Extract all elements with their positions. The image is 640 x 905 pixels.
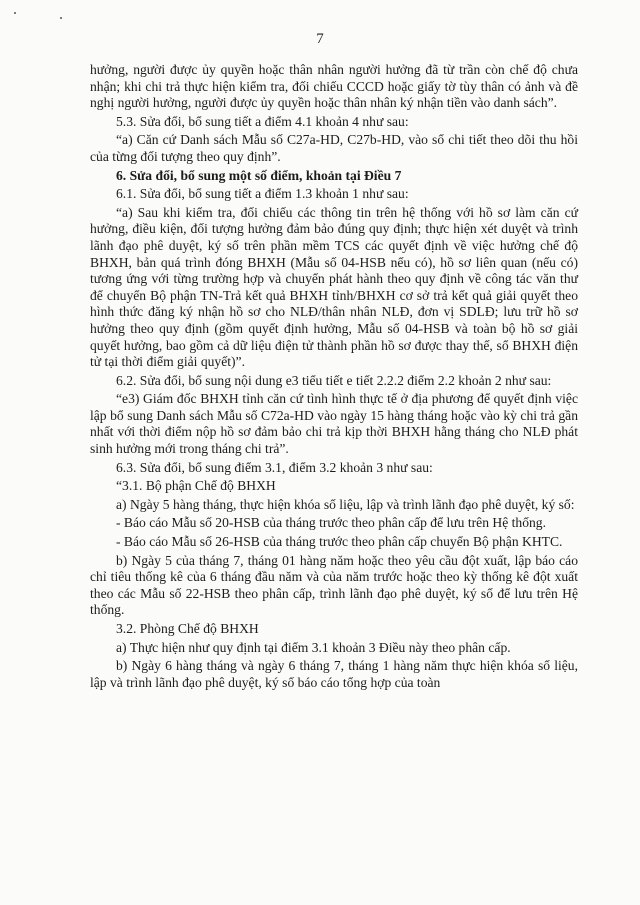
paragraph-6-2: 6.2. Sửa đổi, bổ sung nội dung e3 tiểu tiết e tiết 2.2.2 điểm 2.2 khoản 2 như sau: (116, 372, 552, 388)
paragraph-3-1-a-item-2: - Báo cáo Mẫu số 26-HSB của tháng trước theo phân cấp chuyển Bộ phận KHTC. (116, 534, 563, 550)
section-heading-6: 6. Sửa đổi, bổ sung một số điểm, khoản tại Điều 7 (116, 167, 402, 183)
paragraph-3-2-a: a) Thực hiện như quy định tại điểm 3.1 khoản 3 Điều này theo phân cấp. (116, 639, 511, 655)
paragraph-5-3: 5.3. Sửa đổi, bổ sung tiết a điểm 4.1 khoản 4 như sau: (116, 113, 409, 129)
page-number: 7 (316, 31, 324, 47)
paragraph-3-1-a: a) Ngày 5 hàng tháng, thực hiện khóa số liệu, lập và trình lãnh đạo phê duyệt, ký số: (116, 496, 575, 512)
scan-speck (14, 12, 16, 14)
paragraph-continuation: hưởng, người được ủy quyền hoặc thân nhân người hưởng đã từ trần còn chế độ chưa nhận; khi chi trả thực hiện kiểm tra, đối chiếu CCCD hoặc giấy tờ tùy thân có ảnh và đề nghị người hưởng, người được ủy quyền hoặc thân nhân ký nhận tiền vào danh sách”. (90, 62, 578, 111)
scan-speck (60, 17, 62, 19)
paragraph-3-2-b: b) Ngày 6 hàng tháng và ngày 6 tháng 7, tháng 1 hàng năm thực hiện khóa số liệu, lập và trình lãnh đạo phê duyệt, ký số báo cáo tổng hợp của toàn (90, 658, 578, 690)
paragraph-3-1-title: “3.1. Bộ phận Chế độ BHXH (116, 478, 276, 494)
paragraph-6-1: 6.1. Sửa đổi, bổ sung tiết a điểm 1.3 khoản 1 như sau: (116, 186, 409, 202)
document-body (90, 62, 578, 693)
paragraph-3-1-a-item-1: - Báo cáo Mẫu số 20-HSB của tháng trước theo phân cấp để lưu trên Hệ thống. (116, 515, 547, 531)
paragraph-5-3-a: “a) Căn cứ Danh sách Mẫu số C27a-HD, C27b-HD, vào sổ chi tiết theo dõi thu hồi của từng đối tượng theo quy định”. (90, 132, 578, 164)
paragraph-6-1-a: “a) Sau khi kiểm tra, đối chiếu các thông tin trên hệ thống với hồ sơ làm căn cứ hưởng, điều kiện, đối tượng hưởng đảm bảo đúng quy định; thực hiện xét duyệt và trình lãnh đạo phê duyệt, ký số trên phần mềm TCS các quyết định về việc hưởng chế độ BHXH, bản quá trình đóng BHXH (Mẫu số 04-HSB nếu có), hồ sơ liên quan (nếu có) tương ứng với từng trường hợp và chuyển phát hành theo quy định về công tác văn thư để chuyển Bộ phận TN-Trả kết quả BHXH tỉnh/BHXH cơ sở trả kết quả giải quyết theo hình thức đăng ký nhận hồ sơ cho NLĐ/thân nhân NLĐ, đơn vị SDLĐ; lưu trữ hồ sơ hưởng theo quy định (gồm quyết định hưởng, Mẫu số 04-HSB và toàn bộ hồ sơ giải quyết hưởng, bao gồm cả dữ liệu điện tử thành phần hồ sơ được thay thế, sổ BHXH điện tử tại thời điểm giải quyết)”. (90, 204, 578, 370)
paragraph-6-3: 6.3. Sửa đổi, bổ sung điểm 3.1, điểm 3.2 khoản 3 như sau: (116, 459, 433, 475)
paragraph-6-2-e3: “e3) Giám đốc BHXH tỉnh căn cứ tình hình thực tế ở địa phương để quyết định việc lập bổ sung Danh sách Mẫu số C72a-HD vào ngày 15 hàng tháng hoặc vào kỳ chi trả gần nhất với thời điểm nộp hồ sơ đảm bảo chi trả kịp thời BHXH hằng tháng cho NLĐ phát sinh hưởng mới trong tháng chi trả”. (90, 391, 578, 457)
paragraph-3-2-title: 3.2. Phòng Chế độ BHXH (116, 621, 259, 636)
paragraph-3-1-b: b) Ngày 5 của tháng 7, tháng 01 hàng năm hoặc theo yêu cầu đột xuất, lập báo cáo chỉ tiêu thống kê của 6 tháng đầu năm và của năm trước hoặc theo kỳ thống kê đột xuất theo các Mẫu số 22-HSB theo phân cấp, trình lãnh đạo phê duyệt, ký số để lưu trên Hệ thống. (90, 552, 578, 618)
